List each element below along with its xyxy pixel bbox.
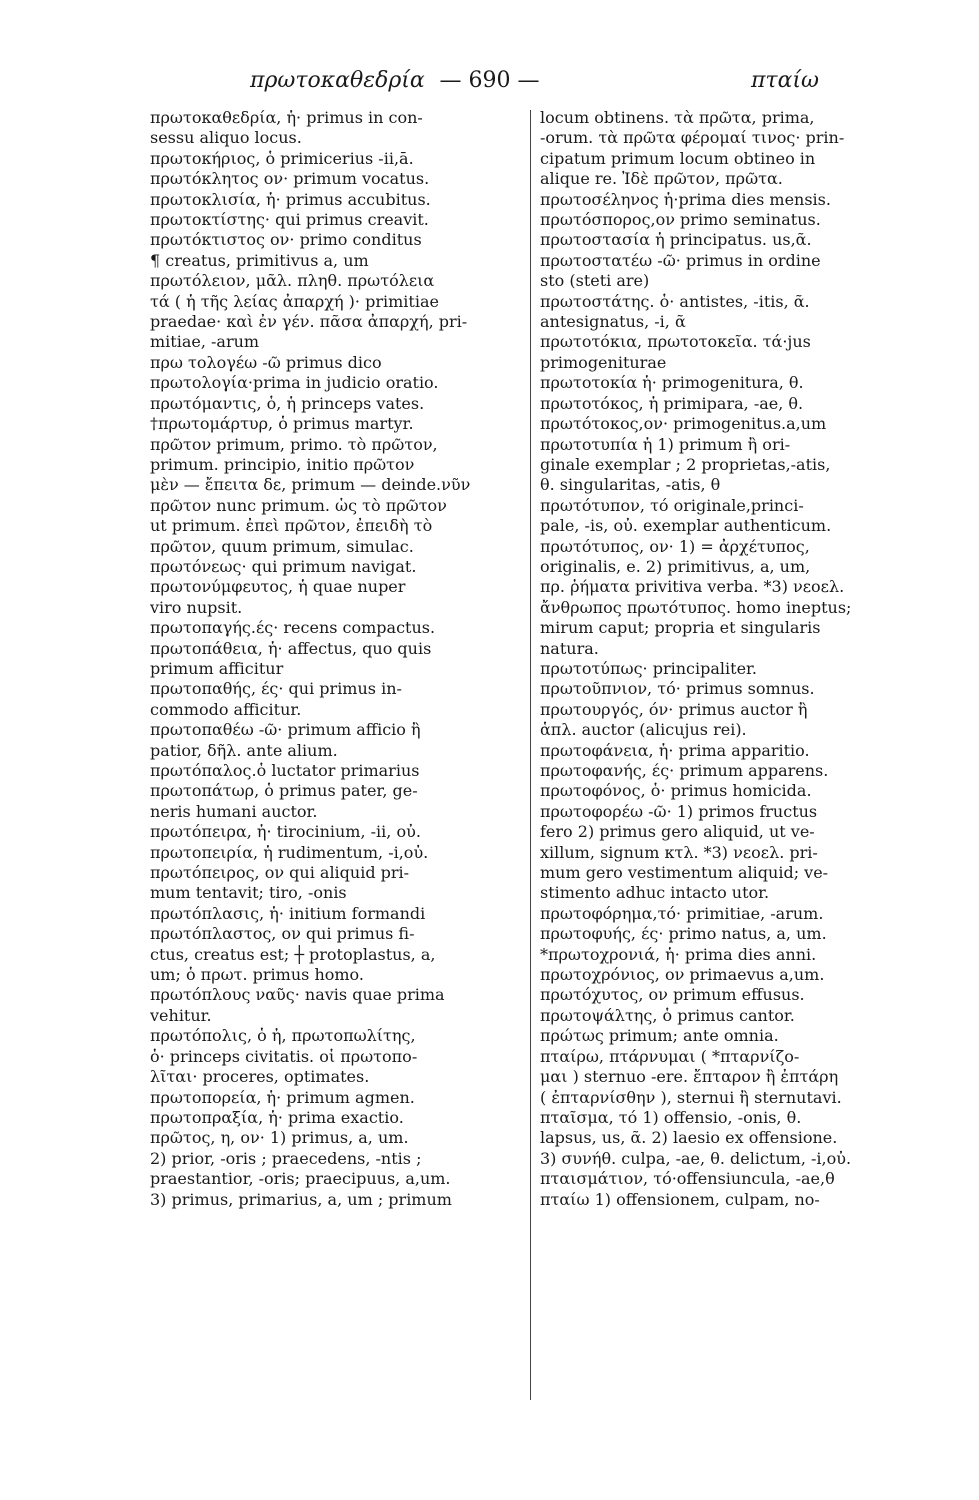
entry-line: πρωτόπλαστος, ον qui primus fi- (150, 924, 415, 944)
entry-line: praestantior, -oris; praecipuus, a,um. (150, 1169, 451, 1189)
entry-line: ut primum. ἐπεὶ πρῶτον, ἐπειδὴ τὸ (150, 516, 433, 536)
entry-line: πρωτόσπορος,ον primo seminatus. (540, 210, 821, 230)
entry-line: πρωτόλειον, μᾶλ. πληθ. πρωτόλεια (150, 271, 435, 291)
entry-line: πρωτοτυπία ἡ 1) primum ἢ ori- (540, 434, 791, 454)
entry-line: πρωτοστατέω -ῶ· primus in ordine (540, 250, 821, 270)
entry-line: originalis, e. 2) primitivus, a, um, (540, 556, 811, 576)
entry-line: ( ἐπταρνίσθην ), sternui ἢ sternutavi. (540, 1087, 842, 1107)
entry-line: πρῶτον nunc primum. ὡς τὸ πρῶτον (150, 495, 447, 515)
entry-line: πρωτόμαντις, ὁ, ἡ princeps vates. (150, 393, 425, 413)
entry-line: ginale exemplar ; 2 proprietas,-atis, (540, 454, 831, 474)
entry-line: pale, -is, οὐ. exemplar authenticum. (540, 516, 832, 536)
entry-line: stimento adhuc intacto utor. (540, 883, 770, 903)
entry-line: πρωτοπραξία, ἡ· prima exactio. (150, 1107, 404, 1127)
entry-line: 2) prior, -oris ; praecedens, -ntis ; (150, 1148, 422, 1168)
entry-line: πρώτως primum; ante omnia. (540, 1026, 779, 1046)
entry-line: ctus, creatus est; ┼ protoplastus, a, (150, 944, 436, 964)
entry-line: πρωτοπορεία, ἡ· primum agmen. (150, 1087, 415, 1107)
entry-line: μαι ) sternuo -ere. ἔπταρον ἢ ἐπτάρη (540, 1067, 839, 1087)
entry-line: sessu aliquo locus. (150, 128, 302, 148)
entry-line: πρωτοσέληνος ἡ·prima dies mensis. (540, 189, 831, 209)
entry-line: πρωτόπειρος, ον qui aliquid pri- (150, 863, 410, 883)
entry-line: patior, δῆλ. ante alium. (150, 740, 338, 760)
entry-line: πρωτοτόκια, πρωτοτοκεῖα. τά·jus (540, 332, 811, 352)
entry-line: πρωτόνεως· qui primum navigat. (150, 556, 417, 576)
entry-line: xillum, signum κτλ. *3) νεοελ. pri- (540, 842, 818, 862)
header-left-word: πρωτοκαθεδρία (250, 68, 425, 93)
entry-line: πρ. ῥήματα privitiva verba. *3) νεοελ. (540, 577, 845, 597)
entry-line: πρω τολογέω -ῶ primus dico (150, 352, 382, 372)
entry-line: πρωτόκλητος ον· primum vocatus. (150, 169, 430, 189)
entry-line: τά ( ἡ τῆς λείας ἀπαρχή )· primitiae (150, 291, 439, 311)
entry-line: πρωτοφυής, ές· primo natus, a, um. (540, 924, 827, 944)
entry-line: πρωτοπαθής, ές· qui primus in- (150, 679, 402, 699)
entry-line: πρωτοτόκος, ἡ primipara, -ae, θ. (540, 393, 804, 413)
entry-line: alique re. Ἰδὲ πρῶτον, πρῶτα. (540, 169, 783, 189)
entry-line: πρωτοπαγής.ές· recens compactus. (150, 618, 436, 638)
entry-line: πταισμάτιον, τό·offensiuncula, -ae,θ (540, 1169, 835, 1189)
entry-line: 3) συνήθ. culpa, -ae, θ. delictum, -i,οὐ. (540, 1148, 852, 1168)
entry-line: πρωτοστασία ἡ principatus. us,ᾶ. (540, 230, 812, 250)
entry-line: λῖται· proceres, optimates. (150, 1067, 370, 1087)
entry-line: mum tentavit; tiro, -onis (150, 883, 347, 903)
entry-line: πταίω 1) offensionem, culpam, no- (540, 1189, 820, 1209)
entry-line: viro nupsit. (150, 597, 243, 617)
entry-line: primum. principio, initio πρῶτον (150, 454, 415, 474)
entry-line: πρωτοπειρία, ἡ rudimentum, -i,οὐ. (150, 842, 429, 862)
entry-line: πρωτοχρόνιος, ον primaevus a,um. (540, 965, 825, 985)
entry-line: πρωτοφόνος, ὁ· primus homicida. (540, 781, 812, 801)
entry-line: cipatum primum locum obtineo in (540, 148, 816, 168)
entry-line: primogeniturae (540, 352, 667, 372)
entry-line: πρωτοκλισία, ἡ· primus accubitus. (150, 189, 431, 209)
entry-line: πρωτόπολις, ὁ ἡ, πρωτοπωλίτης, (150, 1026, 416, 1046)
entry-line: πρωτουργός, όν· primus auctor ἢ (540, 699, 808, 719)
entry-line: πρῶτον primum, primo. τὸ πρῶτον, (150, 434, 438, 454)
entry-line: mum gero vestimentum aliquid; ve- (540, 863, 829, 883)
entry-line: natura. (540, 638, 599, 658)
entry-line: πρωτότοκος,ον· primogenitus.a,um (540, 414, 827, 434)
entry-line: μὲν — ἔπειτα δε, primum — deinde.νῦν (150, 475, 471, 495)
entry-line: πρωτοψάλτης, ὁ primus cantor. (540, 1005, 795, 1025)
header-right-word: πταίω (750, 68, 819, 93)
entry-line: πρωτοφάνεια, ἡ· prima apparitio. (540, 740, 810, 760)
entry-line: πρωτολογία·prima in judicio oratio. (150, 373, 439, 393)
entry-line: πταίρω, πτάρνυμαι ( *πταρνίζο- (540, 1046, 800, 1066)
entry-line: ¶ creatus, primitivus a, um (150, 250, 369, 270)
entry-line: *πρωτοχρονιά, ἡ· prima dies anni. (540, 944, 817, 964)
entry-line: πρωτόπειρα, ἡ· tirocinium, -ii, οὐ. (150, 822, 421, 842)
entry-line: πρωτόχυτος, ον primum effusus. (540, 985, 805, 1005)
entry-line: sto (steti are) (540, 271, 650, 291)
entry-line: πρωτοφανής, ές· primum apparens. (540, 761, 829, 780)
entry-line: πρωτοπαθέω -ῶ· primum afficio ἢ (150, 720, 421, 740)
entry-line: praedae· καὶ ἐν γέν. πᾶσα ἀπαρχή, pri- (150, 312, 468, 332)
page-header (150, 60, 829, 100)
entry-line: 3) primus, primarius, a, um ; primum (150, 1189, 452, 1209)
entry-line: †πρωτομάρτυρ, ὁ primus martyr. (150, 414, 414, 434)
entry-line: um; ὁ πρωτ. primus homo. (150, 965, 364, 985)
entry-line: -orum. τὰ πρῶτα φέρομαί τινος· prin- (540, 128, 845, 148)
entry-line: θ. singularitas, -atis, θ (540, 475, 721, 495)
entry-line: πρῶτον, quum primum, simulac. (150, 536, 414, 556)
entry-line: πταῖσμα, τό 1) offensio, -onis, θ. (540, 1107, 802, 1127)
entry-line: vehitur. (150, 1005, 212, 1025)
entry-line: πρωτότυπον, τό originale,princi- (540, 495, 804, 515)
right-column (540, 108, 922, 1210)
entry-line: πρωτοκαθεδρία, ἡ· primus in con- (150, 108, 423, 127)
entry-line: mitiae, -arum (150, 332, 260, 352)
entry-line: πρωτοφόρημα,τό· primitiae, -arum. (540, 903, 824, 923)
entry-line: πρωτοπάτωρ, ὁ primus pater, ge- (150, 781, 418, 801)
entry-line: πρωτόπλασις, ἡ· initium formandi (150, 903, 426, 923)
entry-line: ἄνθρωπος πρωτότυπος. homo ineptus; (540, 597, 852, 617)
entry-line: πρωτοστάτης. ὁ· antistes, -itis, ᾶ. (540, 291, 810, 311)
entry-line: πρωτονύμφευτος, ἡ quae nuper (150, 577, 406, 597)
entry-line: antesignatus, -i, ᾶ (540, 312, 686, 332)
entry-line: πρωτοῦπνιον, τό· primus somnus. (540, 679, 815, 699)
entry-line: πρωτοκτίστης· qui primus creavit. (150, 210, 429, 230)
entry-line: primum afficitur (150, 658, 284, 678)
entry-line: mirum caput; propria et singularis (540, 618, 821, 638)
entry-line: πρωτότυπος, ον· 1) = ἀρχέτυπος, (540, 536, 810, 556)
column-divider (530, 110, 531, 1400)
entry-line: locum obtinens. τὰ πρῶτα, prima, (540, 108, 815, 127)
entry-line: πρωτοπάθεια, ἡ· affectus, quo quis (150, 638, 432, 658)
entry-line: πρωτοφορέω -ῶ· 1) primos fructus (540, 801, 818, 821)
entry-line: πρωτοτύπως· principaliter. (540, 658, 758, 678)
entry-line: neris humani auctor. (150, 801, 318, 821)
entry-line: πρωτόπλους ναῦς· navis quae prima (150, 985, 445, 1005)
entry-line: πρῶτος, η, ον· 1) primus, a, um. (150, 1128, 409, 1148)
left-column (150, 108, 525, 1210)
entry-line: πρωτοκήριος, ὁ primicerius -ii,ā. (150, 148, 414, 168)
entry-line: fero 2) primus gero aliquid, ut ve- (540, 822, 815, 842)
page-number: — 690 — (439, 68, 540, 93)
entry-line: πρωτοτοκία ἡ· primogenitura, θ. (540, 373, 804, 393)
entry-line: πρωτόπαλος.ὁ luctator primarius (150, 761, 420, 780)
entry-line: ἁπλ. auctor (alicujus rei). (540, 720, 747, 740)
entry-line: commodo afficitur. (150, 699, 302, 719)
entry-line: ὁ· princeps civitatis. οἱ πρωτοπο- (150, 1046, 418, 1066)
entry-line: πρωτόκτιστος ον· primo conditus (150, 230, 422, 250)
entry-line: lapsus, us, ᾶ. 2) laesio ex offensione. (540, 1128, 838, 1148)
